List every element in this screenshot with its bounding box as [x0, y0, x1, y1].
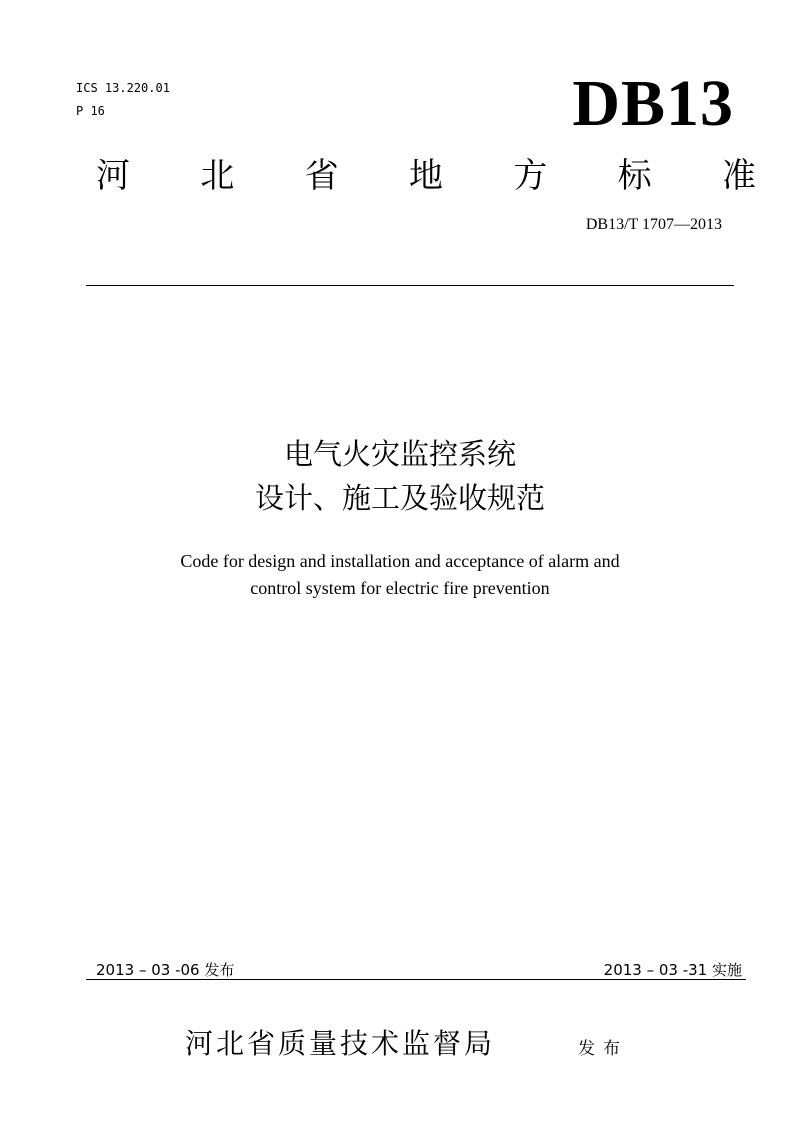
issue-label: 发布 — [578, 1039, 628, 1059]
header-divider — [86, 285, 734, 286]
publish-date: 2013 – 03 -06 发布 — [96, 961, 235, 979]
issuing-authority: 河北省质量技术监督局 — [185, 1027, 496, 1060]
implement-date: 2013 – 03 -31 实施 — [603, 961, 742, 979]
standard-type-char: 标 — [617, 156, 652, 196]
chinese-title — [0, 434, 800, 522]
english-title — [0, 548, 800, 602]
category-code: P 16 — [76, 104, 105, 118]
footer-divider — [86, 979, 746, 980]
standard-type-char: 方 — [513, 156, 548, 196]
classification-codes — [76, 80, 170, 126]
standard-type-char: 北 — [200, 156, 235, 196]
english-title-line-1: Code for design and installation and acceptance of alarm and — [180, 551, 620, 571]
ics-code: ICS 13.220.01 — [76, 81, 170, 95]
standard-type-char: 准 — [721, 156, 756, 196]
standard-type-heading — [96, 152, 756, 200]
chinese-title-line-2: 设计、施工及验收规范 — [254, 481, 545, 515]
standard-type-char: 河 — [96, 156, 130, 196]
chinese-title-line-1: 电气火灾监控系统 — [283, 437, 516, 471]
standard-type-char: 地 — [408, 156, 443, 196]
standard-type-char: 省 — [304, 156, 339, 196]
english-title-line-2: control system for electric fire prevention — [250, 578, 550, 598]
standard-number: DB13/T 1707—2013 — [585, 216, 722, 233]
standard-logo: DB13 — [572, 67, 734, 140]
